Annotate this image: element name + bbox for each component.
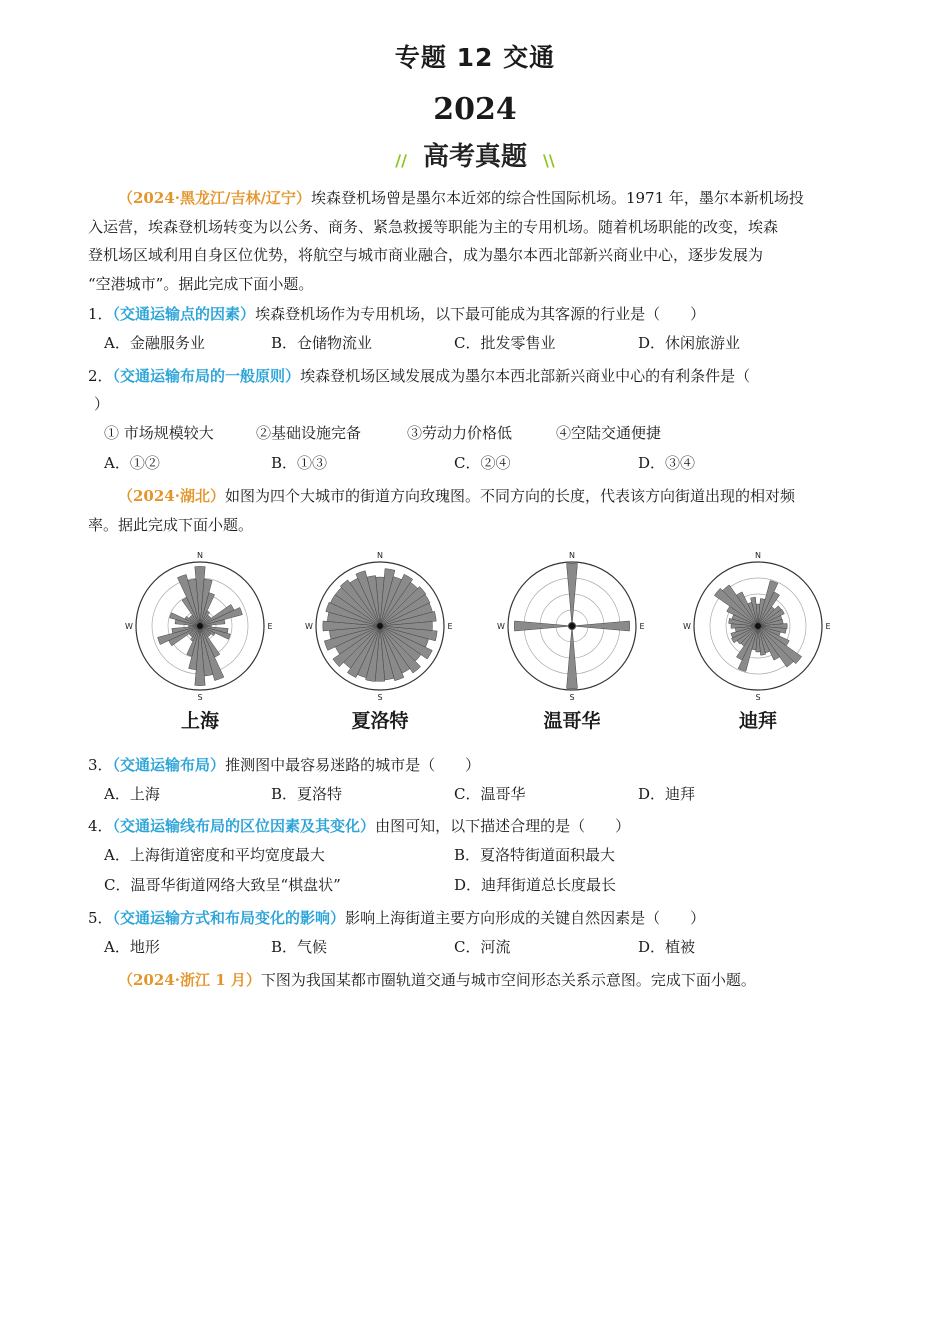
rose-shanghai xyxy=(115,546,285,746)
compass-label-e: E xyxy=(447,622,453,631)
question-number: 5． xyxy=(88,909,113,927)
compass-label-n: N xyxy=(569,551,575,560)
question-1 xyxy=(88,300,863,328)
source-label: （2024·黑龙江/吉林/辽宁） xyxy=(118,189,311,207)
intro-paragraph-2 xyxy=(88,482,863,539)
option-a[interactable]: A．①② xyxy=(104,454,160,472)
question-number: 1． xyxy=(88,305,113,323)
intro-line: “空港城市”。据此完成下面小题。 xyxy=(88,274,314,293)
intro-line: 下图为我国某都市圈轨道交通与城市空间形态关系示意图。完成下面小题。 xyxy=(260,971,756,989)
question-4-options-row1 xyxy=(104,844,864,872)
source-label: （2024·湖北） xyxy=(118,487,225,505)
rose-diagram xyxy=(673,546,843,706)
compass-label-e: E xyxy=(267,622,273,631)
statement-1: ① 市场规模较大 xyxy=(104,424,214,442)
question-text: 由图可知，以下描述合理的是（ ） xyxy=(375,817,631,835)
year-text: 2024 xyxy=(433,92,517,127)
rose-center xyxy=(755,623,761,629)
rose-diagram xyxy=(487,546,657,706)
question-4-options-row2 xyxy=(104,874,864,902)
compass-label-w: W xyxy=(305,622,313,631)
slash-decoration-left: // xyxy=(395,151,407,170)
compass-label-s: S xyxy=(755,693,761,702)
question-2 xyxy=(88,362,863,418)
option-d[interactable]: D．③④ xyxy=(638,454,696,472)
rose-charlotte xyxy=(295,546,465,746)
rose-diagram xyxy=(295,546,465,706)
section-badge xyxy=(0,136,950,173)
option-a[interactable]: A．金融服务业 xyxy=(104,334,205,352)
topic-tag: （交通运输点的因素） xyxy=(112,305,256,323)
topic-tag: （交通运输方式和布局变化的影响） xyxy=(112,909,346,927)
option-a[interactable]: A．上海街道密度和平均宽度最大 xyxy=(104,846,325,864)
question-number: 3． xyxy=(88,756,113,774)
intro-line: 登机场区域利用自身区位优势，将航空与城市商业融合，成为墨尔本西北部新兴商业中心，逐步发展为 xyxy=(88,246,764,264)
topic-tag: （交通运输布局） xyxy=(112,756,226,774)
compass-label-n: N xyxy=(377,551,383,560)
page-title: 专题 12 交通 xyxy=(394,43,556,72)
statement-2: ②基础设施完备 xyxy=(256,424,362,442)
option-b[interactable]: B．仓储物流业 xyxy=(271,334,373,352)
statement-3: ③劳动力价格低 xyxy=(407,424,513,442)
rose-vancouver xyxy=(487,546,657,746)
statement-4: ④空陆交通便捷 xyxy=(556,424,662,442)
option-b[interactable]: B．夏洛特街道面积最大 xyxy=(454,846,616,864)
compass-label-w: W xyxy=(497,622,505,631)
option-d[interactable]: D．迪拜街道总长度最长 xyxy=(454,876,617,894)
compass-label-w: W xyxy=(683,622,691,631)
option-a[interactable]: A．地形 xyxy=(104,938,160,956)
question-4 xyxy=(88,812,863,840)
rose-caption: 上海 xyxy=(180,710,219,732)
question-text: 影响上海街道主要方向形成的关键自然因素是（ ） xyxy=(345,909,706,927)
question-2-options xyxy=(104,452,864,480)
question-text: 埃森登机场区域发展成为墨尔本西北部新兴商业中心的有利条件是（ xyxy=(300,367,751,385)
option-d[interactable]: D．休闲旅游业 xyxy=(638,334,741,352)
intro-paragraph-3 xyxy=(88,966,863,995)
compass-label-e: E xyxy=(825,622,831,631)
question-1-options xyxy=(104,332,864,360)
year-heading xyxy=(0,92,950,127)
question-2-items xyxy=(104,422,864,450)
compass-label-n: N xyxy=(197,551,203,560)
question-3-options xyxy=(104,783,864,811)
intro-paragraph-1 xyxy=(88,184,863,298)
compass-label-e: E xyxy=(639,622,645,631)
rose-caption: 温哥华 xyxy=(543,710,601,732)
option-a[interactable]: A．上海 xyxy=(104,785,160,803)
question-5 xyxy=(88,904,863,932)
option-c[interactable]: C．②④ xyxy=(454,454,511,472)
topic-tag: （交通运输布局的一般原则） xyxy=(112,367,301,385)
question-number: 2． xyxy=(88,367,113,385)
compass-label-w: W xyxy=(125,622,133,631)
question-text: 埃森登机场作为专用机场，以下最可能成为其客源的行业是（ ） xyxy=(255,305,706,323)
compass-label-n: N xyxy=(755,551,761,560)
question-text: 推测图中最容易迷路的城市是（ ） xyxy=(225,756,481,774)
option-d[interactable]: D．迪拜 xyxy=(638,785,696,803)
question-number: 4． xyxy=(88,817,113,835)
rose-caption: 迪拜 xyxy=(738,710,777,732)
street-rose-figures xyxy=(115,546,835,746)
intro-line: 如图为四个大城市的街道方向玫瑰图。不同方向的长度，代表该方向街道出现的相对频 xyxy=(224,487,795,505)
compass-label-s: S xyxy=(569,693,575,702)
topic-tag: （交通运输线布局的区位因素及其变化） xyxy=(112,817,376,835)
rose-center xyxy=(569,623,575,629)
option-c[interactable]: C．批发零售业 xyxy=(454,334,556,352)
question-3 xyxy=(88,751,863,779)
option-c[interactable]: C．温哥华 xyxy=(454,785,526,803)
compass-label-s: S xyxy=(197,693,203,702)
question-text-cont: ） xyxy=(94,395,110,413)
slash-decoration-right: \\ xyxy=(543,151,555,170)
rose-caption: 夏洛特 xyxy=(351,710,409,732)
compass-label-s: S xyxy=(377,693,383,702)
badge-text: 高考真题 xyxy=(422,142,527,172)
option-b[interactable]: B．夏洛特 xyxy=(271,785,343,803)
option-b[interactable]: B．①③ xyxy=(271,454,328,472)
option-c[interactable]: C．温哥华街道网络大致呈“棋盘状” xyxy=(104,876,341,894)
option-b[interactable]: B．气候 xyxy=(271,938,328,956)
rose-center xyxy=(377,623,383,629)
rose-center xyxy=(197,623,203,629)
source-label: （2024·浙江 1 月） xyxy=(118,971,261,989)
option-c[interactable]: C．河流 xyxy=(454,938,511,956)
intro-line: 入运营，埃森登机场转变为以公务、商务、紧急救援等职能为主的专用机场。随着机场职能的改变，埃森 xyxy=(88,217,779,236)
rose-dubai xyxy=(673,546,843,746)
rose-diagram xyxy=(115,546,285,706)
question-5-options xyxy=(104,936,864,964)
intro-line: 埃森登机场曾是墨尔本近郊的综合性国际机场。1971 年，墨尔本新机场投 xyxy=(310,189,804,207)
option-d[interactable]: D．植被 xyxy=(638,938,696,956)
intro-line: 率。据此完成下面小题。 xyxy=(88,515,254,534)
